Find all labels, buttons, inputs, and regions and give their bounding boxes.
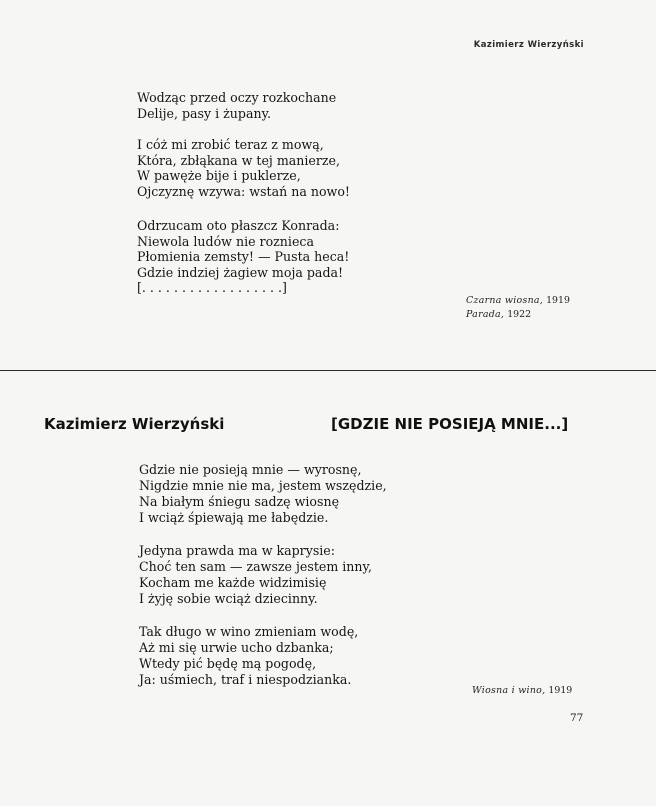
upper-stanza-2	[137, 137, 350, 199]
ellipsis-line: [. . . . . . . . . . . . . . . . . .]	[137, 280, 287, 295]
verse-line: Ja: uśmiech, traf i niespodzianka.	[139, 672, 352, 687]
verse-line: Jedyna prawda ma w kaprysie:	[139, 543, 336, 558]
verse-line: Płomienia zemsty! — Pusta heca!	[137, 249, 350, 264]
verse-line: Tak długo w wino zmieniam wodę,	[139, 624, 359, 639]
verse-line: W pawęże bije i puklerze,	[137, 168, 301, 183]
page-number: 77	[570, 712, 584, 724]
verse-line: I żyję sobie wciąż dziecinny.	[139, 591, 318, 606]
source-title: Wiosna i wino,	[472, 685, 546, 696]
author-heading: Kazimierz Wierzyński	[44, 415, 225, 433]
source-year: 1919	[548, 685, 573, 696]
verse-line: Wodząc przed oczy rozkochane	[137, 90, 337, 105]
section-divider	[0, 370, 656, 371]
source-year: 1922	[507, 309, 532, 320]
source-title: Czarna wiosna,	[466, 295, 544, 306]
poem-title: [GDZIE NIE POSIEJĄ MNIE...]	[331, 415, 569, 433]
verse-line: Ojczyznę wzywa: wstań na nowo!	[137, 183, 350, 199]
verse-line: Kocham me każde widzimisię	[139, 575, 327, 590]
upper-sources	[466, 294, 570, 322]
upper-stanza-3	[137, 218, 349, 296]
lower-stanza-2	[139, 543, 372, 607]
source-line	[466, 294, 570, 308]
verse-line: Wtedy pić będę mą pogodę,	[139, 656, 317, 671]
lower-stanza-3	[139, 624, 358, 688]
running-head: Kazimierz Wierzyński	[473, 40, 584, 50]
lower-stanza-1	[139, 462, 387, 526]
verse-line: Gdzie indziej żagiew moja pada!	[137, 264, 344, 280]
verse-line: Choć ten sam — zawsze jestem inny,	[139, 559, 372, 574]
lower-source	[472, 684, 572, 698]
verse-line: Która, zbłąkana w tej manierze,	[137, 152, 340, 168]
verse-line: I wciąż śpiewają me łabędzie.	[139, 510, 329, 525]
verse-line: Niewola ludów nie roznieca	[137, 233, 314, 249]
source-line	[466, 308, 570, 322]
verse-line: Odrzucam oto płaszcz Konrada:	[137, 218, 340, 233]
source-line	[472, 684, 572, 698]
source-title: Parada,	[466, 309, 505, 320]
verse-line: Aż mi się urwie ucho dzbanka;	[139, 640, 334, 655]
source-year: 1919	[546, 295, 570, 306]
verse-line: Gdzie nie posieją mnie — wyrosnę,	[139, 462, 362, 477]
verse-line: Delije, pasy i żupany.	[137, 105, 272, 121]
verse-line: Nigdzie mnie nie ma, jestem wszędzie,	[139, 478, 387, 493]
verse-line: I cóż mi zrobić teraz z mową,	[137, 137, 324, 152]
upper-stanza-1	[137, 90, 336, 121]
verse-line: Na białym śniegu sadzę wiosnę	[139, 494, 340, 509]
